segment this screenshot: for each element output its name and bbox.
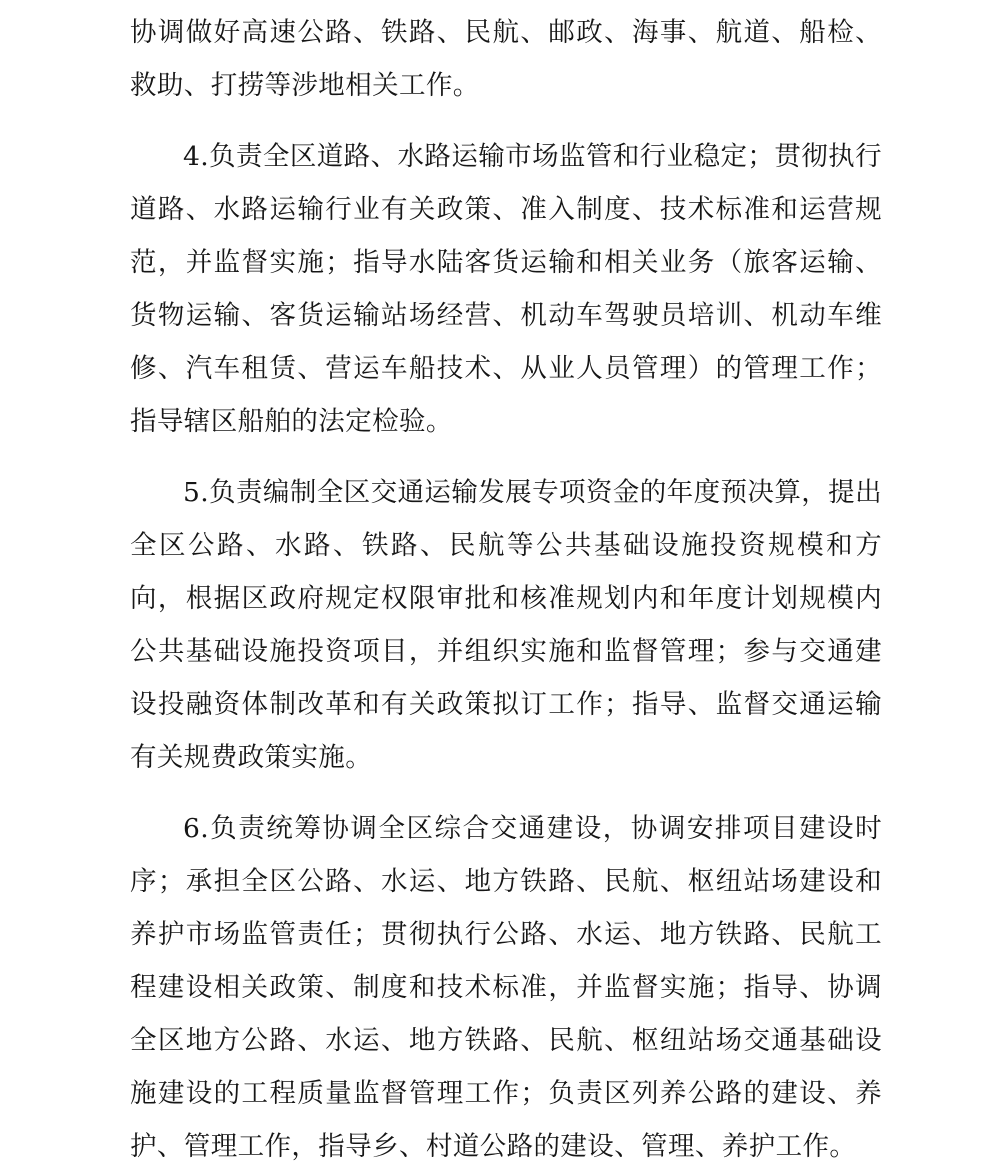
paragraph-item-5: 5.负责编制全区交通运输发展专项资金的年度预决算，提出全区公路、水路、铁路、民航等公共基础设施投资规模和方向，根据区政府规定权限审批和核准规划内和年度计划规模内公共基础设施投资项目，并组织实施和监督管理；参与交通建设投融资体制改革和有关政策拟订工作；指导、监督交通运输有关规费政策实施。 xyxy=(130,477,882,773)
paragraph-item-6: 6.负责统筹协调全区综合交通建设，协调安排项目建设时序；承担全区公路、水运、地方铁路、民航、枢纽站场建设和养护市场监管责任；贯彻执行公路、水运、地方铁路、民航工程建设相关政策、制度和技术标准，并监督实施；指导、协调全区地方公路、水运、地方铁路、民航、枢纽站场交通基础设施建设的工程质量监督管理工作；负责区列养公路的建设、养护、管理工作，指导乡、村道公路的建设、管理、养护工作。 xyxy=(130,813,882,1162)
paragraph-item-4: 4.负责全区道路、水路运输市场监管和行业稳定；贯彻执行道路、水路运输行业有关政策、准入制度、技术标准和运营规范，并监督实施；指导水陆客货运输和相关业务（旅客运输、货物运输、客货运输站场经营、机动车驾驶员培训、机动车维修、汽车租赁、营运车船技术、从业人员管理）的管理工作；指导辖区船舶的法定检验。 xyxy=(130,141,882,437)
paragraph-continuation: 协调做好高速公路、铁路、民航、邮政、海事、航道、船检、救助、打捞等涉地相关工作。 xyxy=(130,17,882,101)
document-body xyxy=(130,6,882,1173)
